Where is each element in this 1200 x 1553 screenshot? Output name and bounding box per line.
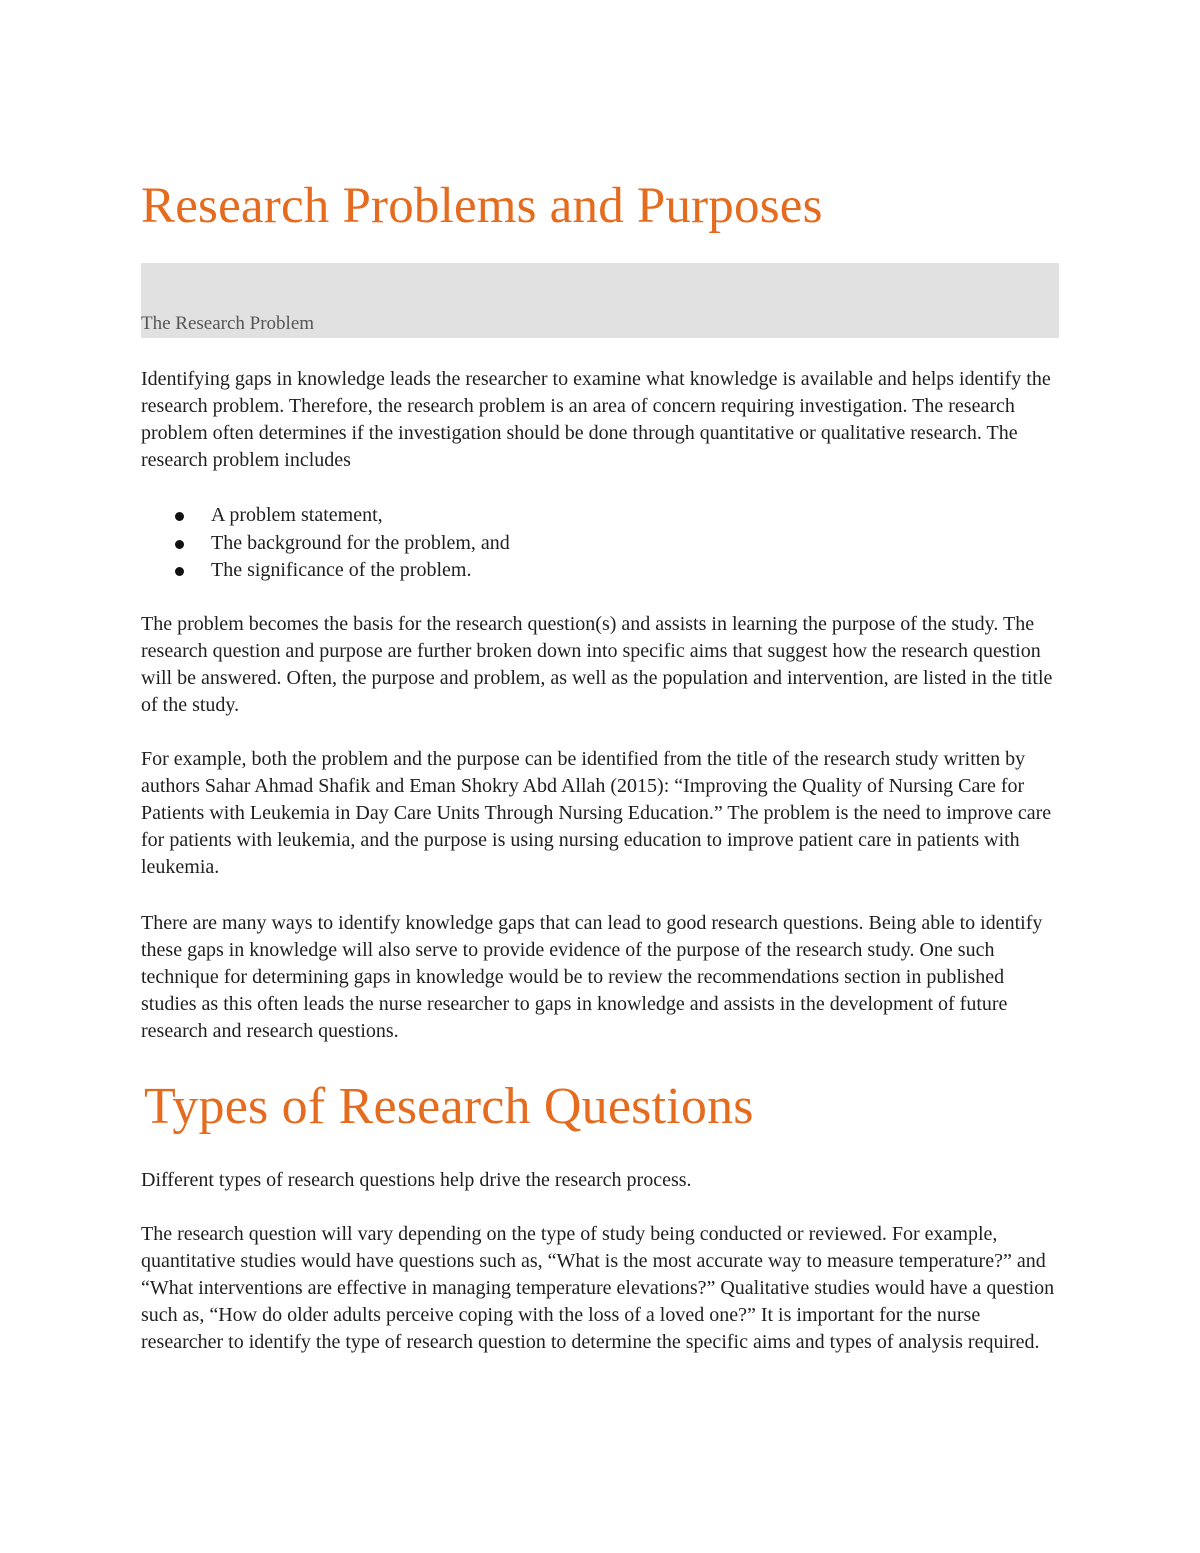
paragraph-problem-basis: The problem becomes the basis for the research question(s) and assists in learning the purpose of the study. The research question and purpose are further broken down into specific aims that suggest how the research question will be answered. Often, the purpose and problem, as well as the population and intervention, are listed in the title of the study. [141,613,1053,716]
bullet-icon [175,540,184,549]
paragraph-research-problem: Identifying gaps in knowledge leads the researcher to examine what knowledge is available and helps identify the research problem. Therefore, the research problem is an area of concern requiring investigation. The research problem often determines if the investigation should be done through quantitative or qualitative research. The research problem includes [141,368,1051,471]
page-title: Research Problems and Purposes [141,178,823,234]
list-item [141,502,1059,530]
section-title-types: Types of Research Questions [144,1078,754,1135]
list-item-text: The significance of the problem. [211,559,472,581]
bullet-icon [175,567,184,576]
paragraph-knowledge-gaps: There are many ways to identify knowledge gaps that can lead to good research questions. Being able to identify these gaps in knowledge will also serve to provide evidence of the purpose of the research study. One such technique for determining gaps in knowledge would be to review the recommendations section in published studies as this often leads the nurse researcher to gaps in knowledge and assists in the development of future research and research questions. [141,912,1043,1042]
bullet-list [141,502,1059,585]
section-header-bar [141,263,1059,338]
section-header-label: The Research Problem [141,313,315,334]
list-item [141,557,1059,585]
list-item-text: A problem statement, [211,504,383,526]
list-item [141,530,1059,558]
paragraph-types-intro: Different types of research questions help drive the research process. [141,1169,692,1191]
paragraph-example: For example, both the problem and the purpose can be identified from the title of the research study written by authors Sahar Ahmad Shafik and Eman Shokry Abd Allah (2015): “Improving the Quality of Nursing Care for Patients with Leukemia in Day Care Units Through Nursing Education.” The problem is the need to improve care for patients with leukemia, and the purpose is using nursing education to improve patient care in patients with leukemia. [141,748,1052,878]
bullet-icon [175,512,184,521]
list-item-text: The background for the problem, and [211,531,510,554]
paragraph-question-variety: The research question will vary depending on the type of study being conducted or reviewed. For example, quantitative studies would have questions such as, “What is the most accurate way to measure temperature?” and “What interventions are effective in managing temperature elevations?” Qualitative studies would have a question such as, “How do older adults perceive coping with the loss of a loved one?” It is important for the nurse researcher to identify the type of research question to determine the specific aims and types of analysis required. [141,1223,1055,1353]
